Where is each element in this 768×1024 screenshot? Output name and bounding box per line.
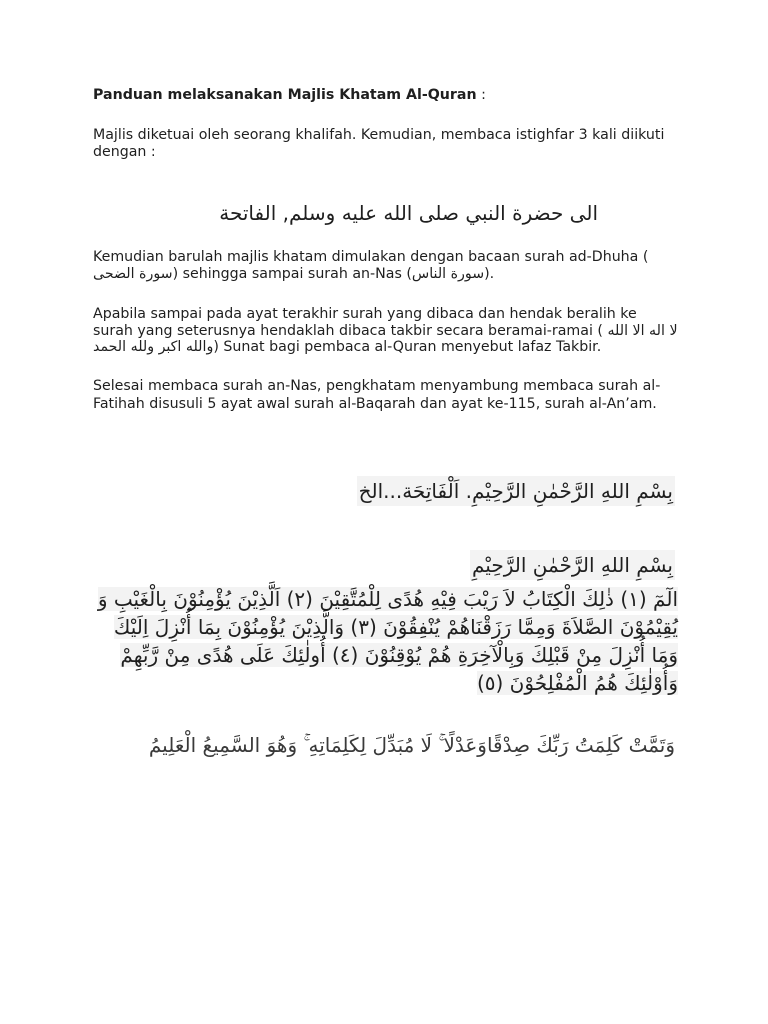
arabic-bismillah-fatihah: بِسْمِ اللهِ الرَّحْمٰنِ الرَّحِيْمِ. اَلْفَاتِحَة...الخ (357, 476, 675, 506)
paragraph-intro: Majlis diketuai oleh seorang khalifah. Kemudian, membaca istighfar 3 kali diikuti dengan : (93, 127, 665, 160)
arabic-hadrah-line: الى حضرة النبي صلى الله عليه وسلم, الفاتحة (219, 201, 598, 225)
paragraph-dhuha: Kemudian barulah majlis khatam dimulakan dengan bacaan surah ad-Dhuha ( سورة الضحى) sehingga sampai surah an-Nas (سورة الناس). (93, 249, 649, 282)
arabic-anam-verse: وَتَمَّتْ كَلِمَتُ رَبِّكَ صِدْقًاوَعَدْلًا ۚ لَا مُبَدِّلَ لِكَلِمَاتِهِ ۚ وَهُوَ السَّمِيعُ الْعَلِيمُ (148, 733, 675, 757)
paragraph-an-nas: Selesai membaca surah an-Nas, pengkhatam menyambung membaca surah al-Fatihah disusuli 5 ayat awal surah al-Baqarah dan ayat ke-115, surah al-An’am. (93, 378, 661, 412)
document-title (93, 87, 678, 104)
arabic-bismillah: بِسْمِ اللهِ الرَّحْمٰنِ الرَّحِيْمِ (470, 550, 675, 580)
document-title-bold: Panduan melaksanakan Majlis Khatam Al-Quran (93, 87, 477, 103)
arabic-baqarah-verses (93, 585, 678, 697)
document-title-suffix: : (476, 87, 486, 103)
arabic-baqarah-text: الٓمٓ (١) ذٰلِكَ الْكِتَابُ لاَ رَيْبَ فِيْهِ هُدًى لِلْمُتَّقِيْنَ (٢) اَلَّذِيْنَ يُؤْمِنُوْنَ بِالْغَيْبِ وَ يُقِيْمُوْنَ الصَّلاَةَ وَمِمَّا رَزَقْنَاهُمْ يُنْفِقُوْنَ (٣) وَالَّذِيْنَ يُؤْمِنُوْنَ بِمَا أُنْزِلَ اِلَيْكَ وَمَا أُنْزِلَ مِنْ قَبْلِكَ وَبِالْآخِرَةِ هُمْ يُوْقِنُوْنَ (٤) أُولٰئِكَ عَلَى هُدًى مِنْ رَّبِّهِمْ وَأُوْلٰئِكَ هُمُ الْمُفْلِحُوْنَ (٥) (97, 587, 678, 695)
paragraph-takbir: Apabila sampai pada ayat terakhir surah yang dibaca dan hendak beralih ke surah yang seterusnya hendaklah dibaca takbir secara beramai-ramai ( لا اله الا الله والله اكبر ولله الحمد) Sunat bagi pembaca al-Quran menyebut lafaz Takbir. (93, 306, 678, 355)
